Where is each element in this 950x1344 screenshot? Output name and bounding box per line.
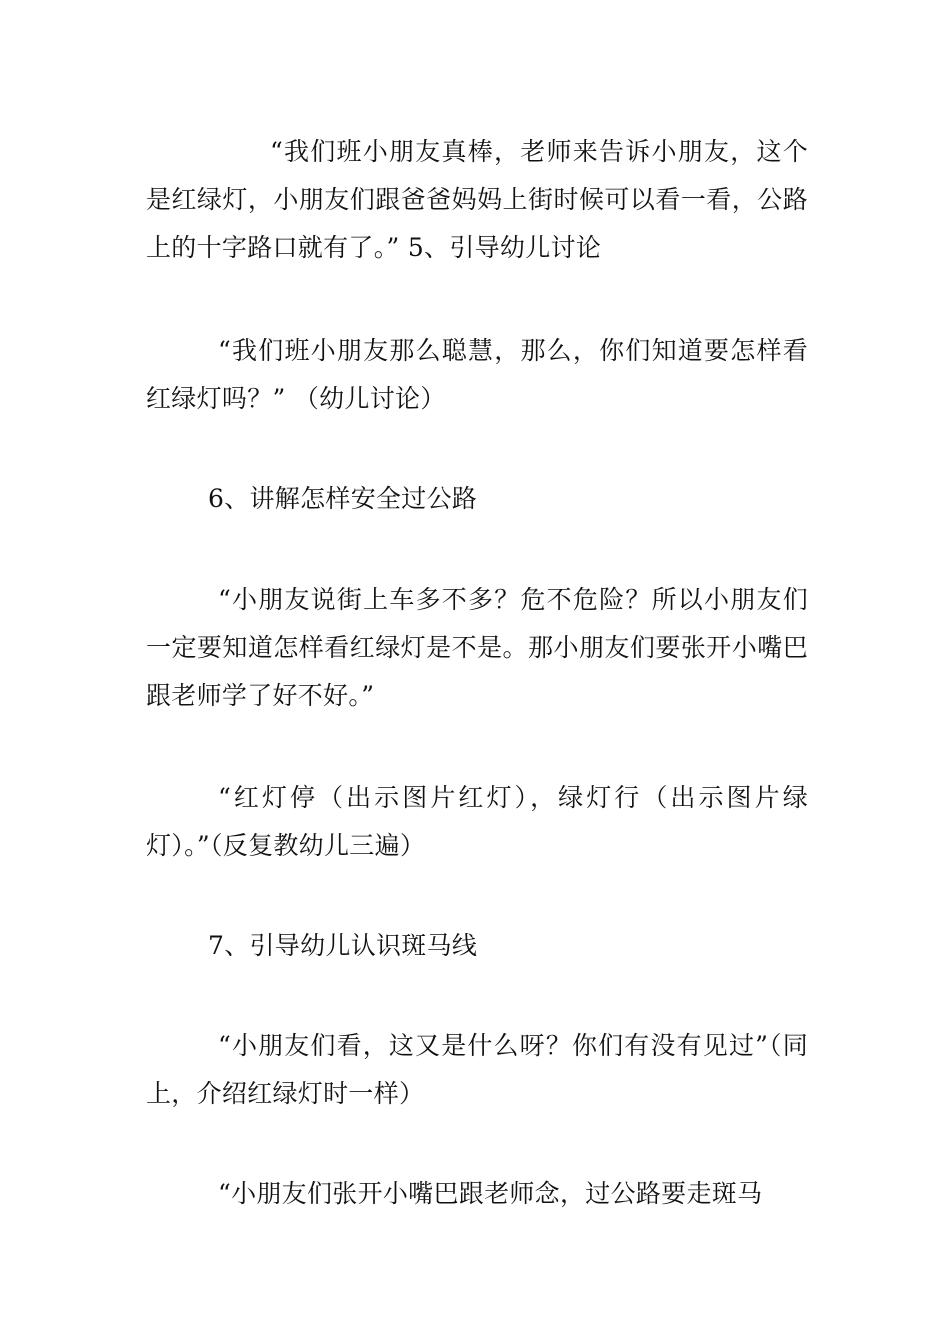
paragraph-3: “小朋友说街上车多不多？危不危险？所以小朋友们一定要知道怎样看红绿灯是不是。那小朋友们要张开小嘴巴跟老师学了好不好。” <box>146 585 808 710</box>
section-heading-6: 6、讲解怎样安全过公路 <box>208 484 478 513</box>
paragraph-6: “小朋友们张开小嘴巴跟老师念，过公路要走斑马 <box>218 1179 763 1208</box>
paragraph-5: “小朋友们看，这又是什么呀？你们有没有见过”（同上，介绍红绿灯时一样） <box>146 1031 808 1108</box>
section-heading-7: 7、引导幼儿认识斑马线 <box>208 931 478 960</box>
paragraph-2: “我们班小朋友那么聪慧，那么，你们知道要怎样看红绿灯吗？” （幼儿讨论） <box>146 336 808 413</box>
paragraph-1: “我们班小朋友真棒，老师来告诉小朋友，这个是红绿灯，小朋友们跟爸爸妈妈上街时候可以看一看，公路上的十字路口就有了。” 5、引导幼儿讨论 <box>146 137 808 262</box>
paragraph-4: “红灯停（出示图片红灯），绿灯行（出示图片绿灯）。”（反复教幼儿三遍） <box>146 783 808 860</box>
